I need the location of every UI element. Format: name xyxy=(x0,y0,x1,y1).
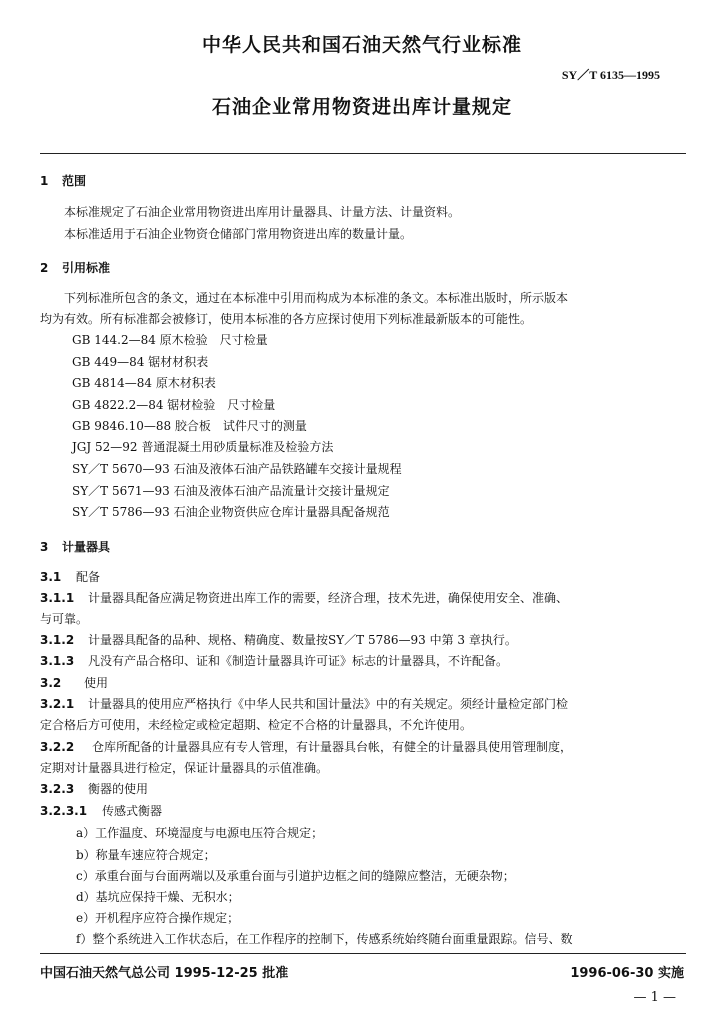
section-1-paragraph-2: 本标准适用于石油企业物资仓储部门常用物资进出库的数量计量。 xyxy=(64,227,413,241)
document-title: 石油企业常用物资进出库计量规定 xyxy=(211,96,512,118)
list-item: b）称量车速应符合规定； xyxy=(76,848,216,862)
clause-3-1-1-continuation: 与可靠。 xyxy=(40,612,89,626)
section-2-number: 2 xyxy=(40,261,49,275)
section-1-title: 范围 xyxy=(62,174,87,188)
clause-3-2-3-1 xyxy=(40,804,162,819)
clause-3-2-title: 使用 xyxy=(84,676,109,690)
list-item: e）开机程序应符合操作规定； xyxy=(76,911,240,925)
clause-3-2-2 xyxy=(40,740,572,755)
reference-item: SY／T 5671—93 石油及液体石油产品流量计交接计量规定 xyxy=(72,484,390,498)
section-2-paragraph-line-1: 下列标准所包含的条文，通过在本标准中引用而构成为本标准的条文。本标准出版时，所示版本 xyxy=(64,291,569,305)
clause-3-1-1-text: 计量器具配备应满足物资进出库工作的需要，经济合理，技术先进，确保使用安全、准确、 xyxy=(88,591,569,605)
clause-3-1-3-number: 3.1.3 xyxy=(40,654,75,668)
reference-item: SY／T 5670—93 石油及液体石油产品铁路罐车交接计量规程 xyxy=(72,462,402,476)
clause-3-2-number: 3.2 xyxy=(40,676,62,690)
section-3-title: 计量器具 xyxy=(62,540,111,554)
clause-3-1 xyxy=(40,570,100,585)
effective-date-line: 1996-06-30 实施 xyxy=(570,966,684,981)
clause-3-1-2-text: 计量器具配备的品种、规格、精确度、数量按SY／T 5786—93 中第 3 章执行。 xyxy=(88,633,517,647)
list-item: f）整个系统进入工作状态后，在工作程序的控制下，传感系统始终随台面重量跟踪。信号、数 xyxy=(76,932,573,946)
clause-3-2-3-1-number: 3.2.3.1 xyxy=(40,804,88,818)
reference-item: GB 4814—84 原木材积表 xyxy=(72,376,216,390)
clause-3-2-1 xyxy=(40,697,568,712)
standard-category-heading: 中华人民共和国石油天然气行业标准 xyxy=(201,34,522,56)
standard-code: SY／T 6135—1995 xyxy=(561,68,660,82)
clause-3-2-2-text: 仓库所配备的计量器具应有专人管理，有计量器具台帐，有健全的计量器具使用管理制度， xyxy=(92,740,573,754)
clause-3-1-2 xyxy=(40,633,517,648)
footer-divider xyxy=(40,953,686,954)
clause-3-2 xyxy=(40,676,108,691)
clause-3-2-2-number: 3.2.2 xyxy=(40,740,75,754)
reference-item: GB 144.2—84 原木检验 尺寸检量 xyxy=(72,333,268,347)
list-item: a）工作温度、环境湿度与电源电压符合规定； xyxy=(76,826,324,840)
reference-item: JGJ 52—92 普通混凝土用砂质量标准及检验方法 xyxy=(72,440,334,454)
section-2-title: 引用标准 xyxy=(62,261,111,275)
clause-3-2-1-text: 计量器具的使用应严格执行《中华人民共和国计量法》中的有关规定。须经计量检定部门检 xyxy=(88,697,569,711)
clause-3-2-3-1-title: 传感式衡器 xyxy=(102,804,163,818)
clause-3-1-3 xyxy=(40,654,508,669)
section-1-number: 1 xyxy=(40,174,49,188)
page-number: — 1 — xyxy=(633,990,676,1005)
reference-item: GB 4822.2—84 锯材检验 尺寸检量 xyxy=(72,398,276,412)
section-1-heading xyxy=(40,174,86,189)
reference-item: GB 9846.10—88 胶合板 试件尺寸的测量 xyxy=(72,419,307,433)
section-3-heading xyxy=(40,540,110,555)
header-divider xyxy=(40,153,686,154)
section-3-number: 3 xyxy=(40,540,49,554)
section-1-paragraph-1: 本标准规定了石油企业常用物资进出库用计量器具、计量方法、计量资料。 xyxy=(64,205,461,219)
clause-3-1-1-number: 3.1.1 xyxy=(40,591,75,605)
clause-3-1-1 xyxy=(40,591,568,606)
approval-line: 中国石油天然气总公司 1995-12-25 批准 xyxy=(40,966,289,981)
clause-3-1-3-text: 凡没有产品合格印、证和《制造计量器具许可证》标志的计量器具，不许配备。 xyxy=(88,654,509,668)
clause-3-2-3 xyxy=(40,782,148,797)
list-item: c）承重台面与台面两端以及承重台面与引道护边框之间的缝隙应整洁，无硬杂物； xyxy=(76,869,515,883)
clause-3-1-2-number: 3.1.2 xyxy=(40,633,75,647)
clause-3-1-title: 配备 xyxy=(76,570,101,584)
clause-3-2-3-title: 衡器的使用 xyxy=(88,782,149,796)
clause-3-2-1-number: 3.2.1 xyxy=(40,697,75,711)
section-2-paragraph-line-2: 均为有效。所有标准都会被修订，使用本标准的各方应探讨使用下列标准最新版本的可能性。 xyxy=(40,312,533,326)
section-2-heading xyxy=(40,261,110,276)
clause-3-2-1-continuation: 定合格后方可使用，未经检定或检定超期、检定不合格的计量器具，不允许使用。 xyxy=(40,718,473,732)
list-item: d）基坑应保持干燥、无积水； xyxy=(76,890,240,904)
clause-3-2-2-continuation: 定期对计量器具进行检定，保证计量器具的示值准确。 xyxy=(40,761,329,775)
reference-item: SY／T 5786—93 石油企业物资供应仓库计量器具配备规范 xyxy=(72,505,390,519)
reference-item: GB 449—84 锯材材积表 xyxy=(72,355,209,369)
clause-3-1-number: 3.1 xyxy=(40,570,62,584)
clause-3-2-3-number: 3.2.3 xyxy=(40,782,75,796)
